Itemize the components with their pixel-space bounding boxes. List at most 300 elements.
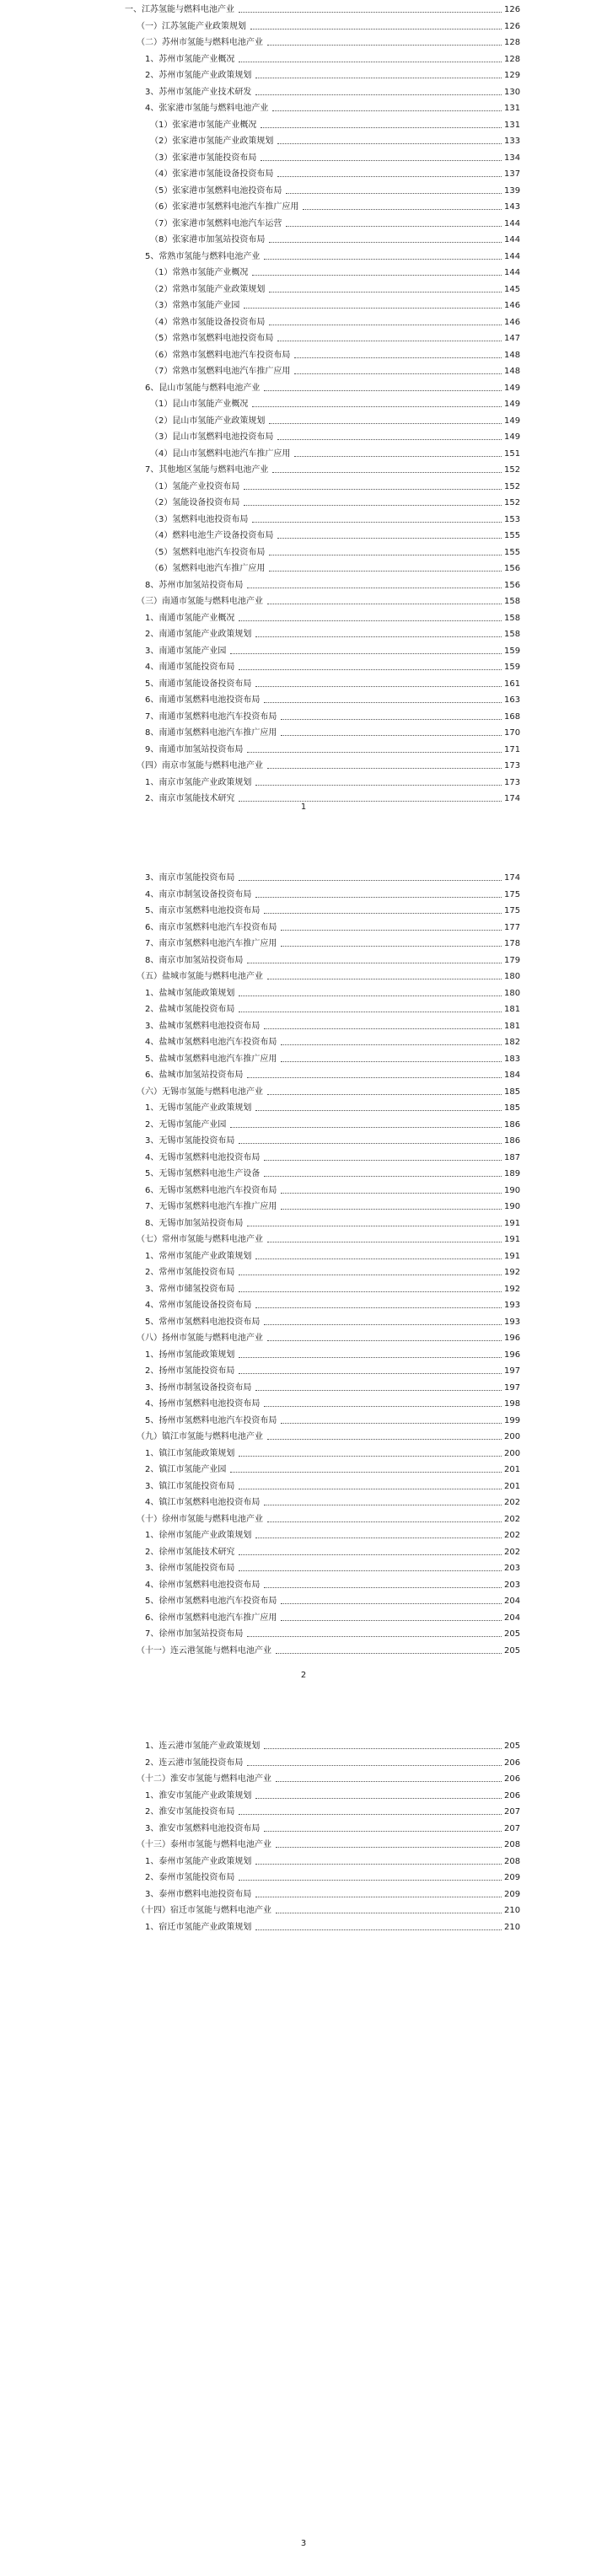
- toc-entry[interactable]: [145, 661, 519, 673]
- toc-entry[interactable]: [150, 562, 519, 574]
- dot-leader: [252, 522, 502, 523]
- toc-entry[interactable]: [150, 398, 519, 410]
- toc-entry-page: 129: [504, 71, 521, 80]
- toc-entry[interactable]: [145, 1036, 519, 1048]
- toc-entry-title: 6、南京市氢燃料电池汽车投资布局: [145, 922, 277, 932]
- toc-entry-title: （1）常熟市氢能产业概况: [150, 268, 249, 277]
- toc-entry-page: 186: [504, 1136, 521, 1146]
- toc-entry[interactable]: [150, 431, 519, 443]
- toc-entry[interactable]: [150, 283, 519, 295]
- toc-entry-page: 168: [504, 711, 521, 722]
- toc-entry-title: （8）张家港市加氢站投资布局: [150, 235, 266, 244]
- toc-entry[interactable]: [145, 904, 519, 916]
- dot-leader: [264, 390, 502, 391]
- toc-entry[interactable]: [145, 1790, 519, 1801]
- toc-entry[interactable]: [145, 1888, 519, 1900]
- toc-entry-page: 200: [504, 1448, 521, 1458]
- toc-entry-title: 6、无锡市氢燃料电池汽车投资布局: [145, 1185, 277, 1195]
- toc-entry-title: 1、宿迁市氢能产业政策规划: [145, 1922, 252, 1932]
- toc-entry[interactable]: [137, 970, 519, 982]
- dot-leader: [255, 1110, 502, 1111]
- toc-entry[interactable]: [145, 987, 519, 999]
- toc-entry[interactable]: [137, 1513, 519, 1525]
- toc-entry-page: 161: [504, 679, 521, 689]
- toc-entry-page: 149: [504, 400, 521, 409]
- toc-entry[interactable]: [145, 1921, 519, 1933]
- toc-entry[interactable]: [145, 1349, 519, 1360]
- toc-entry[interactable]: [145, 1382, 519, 1393]
- dot-leader: [264, 913, 502, 914]
- toc-entry[interactable]: [145, 1200, 519, 1212]
- toc-entry-page: 177: [504, 922, 521, 932]
- toc-entry-title: 一、江苏氢能与燃料电池产业: [125, 5, 234, 14]
- toc-entry[interactable]: [145, 1871, 519, 1883]
- toc-entry-title: （3）昆山市氢燃料电池投资布局: [150, 432, 274, 442]
- toc-entry-page: 203: [504, 1564, 521, 1573]
- dot-leader: [269, 571, 502, 572]
- toc-entry-page: 206: [504, 1758, 521, 1768]
- toc-entry-title: 3、镇江市氢能投资布局: [145, 1481, 235, 1491]
- toc-entry[interactable]: [145, 1447, 519, 1459]
- dot-leader: [294, 456, 502, 457]
- page-number: 2: [300, 1671, 307, 1680]
- dot-leader: [264, 702, 502, 703]
- toc-entry[interactable]: [145, 1855, 519, 1867]
- toc-entry[interactable]: [145, 1480, 519, 1492]
- toc-entry[interactable]: [145, 579, 519, 591]
- toc-entry-page: 181: [504, 1021, 521, 1031]
- dot-leader: [276, 1847, 502, 1848]
- toc-entry-title: 1、连云港市氢能产业政策规划: [145, 1741, 261, 1751]
- toc-entry-title: （1）张家港市氢能产业概况: [150, 120, 257, 130]
- dot-leader: [239, 1570, 502, 1571]
- toc-entry[interactable]: [145, 694, 519, 706]
- toc-entry-page: 159: [504, 646, 521, 656]
- toc-entry-title: （1）昆山市氢能产业概况: [150, 400, 249, 409]
- toc-entry[interactable]: [150, 152, 519, 164]
- toc-entry-title: （2）张家港市氢能产业政策规划: [150, 137, 274, 146]
- toc-entry[interactable]: [145, 1562, 519, 1574]
- dot-leader: [255, 897, 502, 898]
- dot-leader: [277, 538, 502, 539]
- toc-entry-page: 190: [504, 1185, 521, 1195]
- toc-entry-title: （3）氢燃料电池投资布局: [150, 514, 249, 524]
- toc-entry-title: 1、淮安市氢能产业政策规划: [145, 1790, 252, 1801]
- toc-entry-title: 8、无锡市加氢站投资布局: [145, 1218, 244, 1228]
- toc-entry[interactable]: [145, 1740, 519, 1752]
- toc-entry[interactable]: [137, 1904, 519, 1916]
- toc-entry[interactable]: [145, 937, 519, 949]
- dot-leader: [267, 1521, 502, 1522]
- toc-entry-page: 179: [504, 955, 521, 965]
- dot-leader: [294, 357, 502, 358]
- toc-entry-title: 5、无锡市氢燃料电池生产设备: [145, 1169, 261, 1178]
- dot-leader: [239, 1357, 502, 1358]
- dot-leader: [281, 735, 502, 736]
- toc-entry-page: 205: [504, 1645, 521, 1656]
- toc-entry-page: 202: [504, 1547, 521, 1557]
- toc-entry[interactable]: [145, 1806, 519, 1817]
- toc-entry-title: 9、南通市加氢站投资布局: [145, 744, 244, 754]
- toc-entry-title: 6、昆山市氢能与燃料电池产业: [145, 383, 261, 393]
- toc-entry-title: 2、无锡市氢能产业园: [145, 1119, 227, 1130]
- toc-entry-page: 184: [504, 1071, 521, 1080]
- toc-entry-title: 6、徐州市氢燃料电池汽车推广应用: [145, 1613, 277, 1623]
- toc-entry-page: 174: [504, 873, 521, 883]
- toc-entry[interactable]: [145, 888, 519, 900]
- toc-entry-title: （1）氢能产业投资布局: [150, 481, 240, 491]
- toc-entry[interactable]: [145, 1217, 519, 1229]
- toc-entry-page: 155: [504, 547, 521, 557]
- toc-entry-page: 126: [504, 5, 521, 14]
- toc-entry-page: 180: [504, 972, 521, 981]
- toc-entry[interactable]: [145, 1020, 519, 1032]
- toc-entry-page: 192: [504, 1284, 521, 1294]
- toc-entry[interactable]: [150, 185, 519, 196]
- toc-entry-page: 170: [504, 728, 521, 738]
- toc-entry[interactable]: [137, 1645, 519, 1656]
- toc-entry-title: （七）常州市氢能与燃料电池产业: [137, 1235, 263, 1244]
- toc-entry-page: 144: [504, 251, 521, 261]
- toc-entry-title: 1、南京市氢能产业政策规划: [145, 777, 252, 787]
- toc-entry-page: 156: [504, 580, 521, 590]
- toc-entry-title: （5）氢燃料电池汽车投资布局: [150, 547, 266, 557]
- toc-entry-page: 130: [504, 87, 521, 97]
- toc-entry[interactable]: [145, 1135, 519, 1146]
- toc-entry[interactable]: [145, 612, 519, 624]
- toc-entry-page: 152: [504, 465, 521, 475]
- toc-entry[interactable]: [150, 168, 519, 180]
- toc-entry-page: 197: [504, 1382, 521, 1393]
- dot-leader: [281, 1209, 502, 1210]
- dot-leader: [244, 505, 502, 506]
- toc-entry-title: 2、泰州市氢能投资布局: [145, 1873, 235, 1882]
- toc-entry-page: 133: [504, 137, 521, 146]
- toc-entry-page: 183: [504, 1054, 521, 1064]
- toc-entry[interactable]: [150, 349, 519, 361]
- toc-entry-page: 131: [504, 104, 521, 113]
- page-number: 1: [300, 802, 307, 812]
- toc-entry[interactable]: [150, 415, 519, 427]
- toc-entry[interactable]: [150, 217, 519, 229]
- toc-entry[interactable]: [145, 1184, 519, 1196]
- toc-entry-title: （六）无锡市氢能与燃料电池产业: [137, 1087, 263, 1097]
- toc-entry[interactable]: [145, 1299, 519, 1311]
- toc-entry[interactable]: [145, 1283, 519, 1295]
- toc-entry-page: 163: [504, 695, 521, 705]
- toc-entry-title: （3）常熟市氢能产业园: [150, 301, 240, 310]
- toc-entry-page: 207: [504, 1807, 521, 1817]
- dot-leader: [255, 1307, 502, 1308]
- toc-entry[interactable]: [145, 250, 519, 262]
- dot-leader: [239, 1554, 502, 1555]
- toc-entry-page: 187: [504, 1152, 521, 1162]
- toc-entry-page: 193: [504, 1317, 521, 1327]
- toc-entry-page: 196: [504, 1334, 521, 1343]
- toc-entry[interactable]: [145, 1266, 519, 1278]
- toc-entry-page: 203: [504, 1580, 521, 1590]
- toc-entry-title: 3、盐城市氢燃料电池投资布局: [145, 1021, 261, 1031]
- toc-entry[interactable]: [137, 1430, 519, 1442]
- toc-entry-title: 5、常熟市氢能与燃料电池产业: [145, 251, 261, 261]
- toc-entry[interactable]: [125, 3, 519, 15]
- toc-entry[interactable]: [145, 776, 519, 788]
- dot-leader: [247, 1077, 502, 1078]
- toc-entry[interactable]: [150, 529, 519, 541]
- dot-leader: [281, 930, 502, 931]
- dot-leader: [281, 946, 502, 947]
- toc-entry[interactable]: [150, 480, 519, 492]
- toc-entry-title: 7、徐州市加氢站投资布局: [145, 1629, 244, 1639]
- toc-entry[interactable]: [137, 1086, 519, 1097]
- toc-entry-title: （3）张家港市氢能投资布局: [150, 153, 257, 163]
- toc-entry-title: 5、盐城市氢燃料电池汽车推广应用: [145, 1054, 277, 1064]
- toc-entry-title: 5、南京市氢燃料电池投资布局: [145, 906, 261, 915]
- toc-entry[interactable]: [145, 382, 519, 394]
- toc-entry[interactable]: [145, 1003, 519, 1015]
- toc-entry-title: 2、淮安市氢能投资布局: [145, 1807, 235, 1817]
- toc-entry[interactable]: [145, 86, 519, 98]
- toc-entry[interactable]: [145, 628, 519, 640]
- toc-entry[interactable]: [145, 1102, 519, 1114]
- dot-leader: [277, 439, 502, 440]
- toc-entry-page: 200: [504, 1432, 521, 1441]
- dot-leader: [272, 110, 502, 111]
- toc-entry-title: 1、盐城市氢能政策规划: [145, 988, 235, 998]
- toc-entry-page: 202: [504, 1498, 521, 1507]
- toc-entry-title: （7）张家港市氢燃料电池汽车运营: [150, 218, 282, 228]
- toc-entry-title: 1、苏州市氢能产业概况: [145, 54, 235, 64]
- toc-entry-title: 3、常州市储氢投资布局: [145, 1284, 235, 1294]
- dot-leader: [255, 686, 502, 687]
- toc-entry[interactable]: [150, 299, 519, 311]
- toc-entry[interactable]: [145, 678, 519, 690]
- toc-entry-title: 1、南通市氢能产业概况: [145, 613, 235, 623]
- dot-leader: [281, 1423, 502, 1424]
- toc-entry-page: 178: [504, 939, 521, 948]
- toc-entry-page: 149: [504, 383, 521, 393]
- toc-entry[interactable]: [145, 1612, 519, 1623]
- toc-entry-title: （7）常熟市氢燃料电池汽车推广应用: [150, 367, 291, 376]
- toc-entry-title: （2）常熟市氢能产业政策规划: [150, 284, 266, 294]
- toc-entry[interactable]: [150, 119, 519, 131]
- toc-entry-page: 158: [504, 630, 521, 639]
- dot-leader: [267, 1439, 502, 1440]
- toc-entry[interactable]: [137, 595, 519, 607]
- toc-entry-page: 158: [504, 613, 521, 623]
- toc-entry-title: 5、南通市氢能设备投资布局: [145, 679, 252, 689]
- toc-entry-page: 210: [504, 1922, 521, 1932]
- toc-entry-title: 1、徐州市氢能产业政策规划: [145, 1531, 252, 1540]
- toc-entry[interactable]: [150, 332, 519, 344]
- toc-entry-title: （一）江苏氢能产业政策规划: [137, 21, 246, 31]
- toc-entry-title: （五）盐城市氢能与燃料电池产业: [137, 972, 263, 981]
- toc-entry[interactable]: [145, 53, 519, 65]
- toc-entry[interactable]: [137, 36, 519, 48]
- toc-entry-title: 4、无锡市氢燃料电池投资布局: [145, 1152, 261, 1162]
- dot-leader: [281, 1061, 502, 1062]
- dot-leader: [277, 176, 502, 177]
- toc-entry[interactable]: [150, 233, 519, 245]
- toc-entry[interactable]: [150, 135, 519, 147]
- toc-entry-title: （5）张家港市氢燃料电池投资布局: [150, 185, 282, 196]
- toc-entry-page: 126: [504, 21, 521, 31]
- toc-entry-title: 2、徐州市氢能技术研究: [145, 1547, 235, 1557]
- toc-entry[interactable]: [145, 1069, 519, 1081]
- dot-leader: [281, 1603, 502, 1604]
- toc-entry[interactable]: [150, 316, 519, 328]
- dot-leader: [261, 127, 502, 128]
- dot-leader: [264, 1160, 502, 1161]
- toc-entry-page: 197: [504, 1366, 521, 1376]
- toc-entry-title: 4、常州市氢能设备投资布局: [145, 1301, 252, 1310]
- toc-entry-title: （4）燃料电池生产设备投资布局: [150, 531, 274, 540]
- dot-leader: [255, 1929, 502, 1930]
- toc-entry-title: （十）徐州市氢能与燃料电池产业: [137, 1514, 263, 1524]
- toc-entry-page: 204: [504, 1597, 521, 1606]
- toc-entry-page: 201: [504, 1481, 521, 1491]
- toc-entry[interactable]: [145, 1529, 519, 1541]
- toc-entry-title: （2）氢能设备投资布局: [150, 498, 240, 507]
- toc-entry[interactable]: [145, 711, 519, 722]
- toc-entry-title: 4、徐州市氢燃料电池投资布局: [145, 1580, 261, 1590]
- toc-entry[interactable]: [137, 1838, 519, 1850]
- toc-entry-page: 144: [504, 218, 521, 228]
- toc-entry-title: 7、南京市氢燃料电池汽车推广应用: [145, 939, 277, 948]
- toc-entry[interactable]: [145, 1398, 519, 1409]
- toc-entry[interactable]: [137, 1233, 519, 1245]
- toc-entry-title: 5、徐州市氢燃料电池汽车投资布局: [145, 1597, 277, 1606]
- dot-leader: [239, 12, 502, 13]
- toc-entry[interactable]: [145, 1579, 519, 1591]
- toc-entry-page: 137: [504, 169, 521, 179]
- toc-entry[interactable]: [145, 1628, 519, 1640]
- toc-entry[interactable]: [145, 1167, 519, 1179]
- toc-entry-title: 4、南通市氢能投资布局: [145, 663, 235, 672]
- toc-entry-title: 3、无锡市氢能投资布局: [145, 1136, 235, 1146]
- toc-entry[interactable]: [150, 448, 519, 459]
- toc-entry-page: 128: [504, 38, 521, 47]
- toc-entry[interactable]: [150, 365, 519, 377]
- toc-entry[interactable]: [145, 645, 519, 657]
- dot-leader: [239, 1814, 502, 1815]
- dot-leader: [255, 1258, 502, 1259]
- toc-entry-title: 1、镇江市氢能政策规划: [145, 1448, 235, 1458]
- dot-leader: [276, 1653, 502, 1654]
- toc-entry-page: 139: [504, 185, 521, 196]
- toc-entry-title: 3、淮安市氢燃料电池投资布局: [145, 1823, 261, 1833]
- toc-entry-title: （十二）淮安市氢能与燃料电池产业: [137, 1774, 271, 1784]
- toc-entry[interactable]: [150, 496, 519, 508]
- toc-entry-title: （十一）连云港氢能与燃料电池产业: [137, 1645, 271, 1656]
- toc-entry[interactable]: [137, 20, 519, 32]
- toc-entry[interactable]: [145, 1414, 519, 1426]
- toc-entry[interactable]: [145, 1250, 519, 1262]
- toc-entry[interactable]: [145, 921, 519, 933]
- toc-entry-title: （4）昆山市氢燃料电池汽车推广应用: [150, 448, 291, 459]
- toc-entry[interactable]: [145, 727, 519, 738]
- dot-leader: [239, 801, 502, 802]
- toc-entry-page: 209: [504, 1873, 521, 1882]
- dot-leader: [264, 1587, 502, 1588]
- toc-entry[interactable]: [145, 954, 519, 966]
- toc-entry-title: 3、扬州市制氢设备投资布局: [145, 1382, 252, 1393]
- toc-entry-title: （6）氢燃料电池汽车推广应用: [150, 564, 266, 573]
- toc-entry-page: 202: [504, 1514, 521, 1524]
- toc-entry-page: 180: [504, 988, 521, 998]
- toc-entry-title: 3、南京市氢能投资布局: [145, 873, 235, 883]
- toc-entry[interactable]: [150, 513, 519, 525]
- toc-entry[interactable]: [150, 546, 519, 558]
- toc-entry-page: 201: [504, 1465, 521, 1474]
- dot-leader: [239, 620, 502, 621]
- toc-entry[interactable]: [145, 69, 519, 81]
- toc-entry[interactable]: [145, 1119, 519, 1130]
- toc-entry-page: 182: [504, 1038, 521, 1047]
- toc-entry-page: 175: [504, 889, 521, 899]
- toc-entry-title: 2、盐城市氢能投资布局: [145, 1005, 235, 1014]
- toc-entry-page: 145: [504, 284, 521, 294]
- toc-entry-title: 4、盐城市氢燃料电池汽车投资布局: [145, 1038, 277, 1047]
- toc-entry-title: （2）昆山市氢能产业政策规划: [150, 416, 266, 426]
- toc-entry[interactable]: [145, 1595, 519, 1607]
- toc-entry-page: 181: [504, 1005, 521, 1014]
- toc-entry-title: 3、徐州市氢能投资布局: [145, 1564, 235, 1573]
- toc-entry[interactable]: [145, 1053, 519, 1065]
- dot-leader: [267, 1340, 502, 1341]
- toc-entry[interactable]: [145, 102, 519, 114]
- toc-entry-page: 155: [504, 531, 521, 540]
- toc-entry[interactable]: [137, 1332, 519, 1344]
- dot-leader: [247, 752, 502, 753]
- toc-entry[interactable]: [150, 201, 519, 212]
- toc-entry[interactable]: [145, 1546, 519, 1558]
- dot-leader: [239, 669, 502, 670]
- toc-entry[interactable]: [145, 743, 519, 755]
- dot-leader: [272, 472, 502, 473]
- toc-entry-title: 6、盐城市加氢站投资布局: [145, 1071, 244, 1080]
- toc-entry-title: 8、南通市氢燃料电池汽车推广应用: [145, 728, 277, 738]
- toc-entry-page: 131: [504, 120, 521, 130]
- toc-entry-page: 206: [504, 1774, 521, 1784]
- toc-entry[interactable]: [145, 1151, 519, 1163]
- toc-entry-title: 4、扬州市氢燃料电池投资布局: [145, 1399, 261, 1409]
- toc-entry[interactable]: [145, 1463, 519, 1475]
- toc-entry-page: 128: [504, 54, 521, 64]
- dot-leader: [239, 1880, 502, 1881]
- dot-leader: [255, 94, 502, 95]
- toc-entry-title: 1、扬州市氢能政策规划: [145, 1350, 235, 1360]
- toc-entry-page: 144: [504, 235, 521, 244]
- toc-entry[interactable]: [145, 872, 519, 883]
- toc-entry-title: 2、镇江市氢能产业园: [145, 1465, 227, 1474]
- toc-entry[interactable]: [145, 1316, 519, 1328]
- dot-leader: [252, 406, 502, 407]
- toc-entry-page: 171: [504, 744, 521, 754]
- toc-entry[interactable]: [137, 759, 519, 771]
- toc-entry-page: 206: [504, 1790, 521, 1801]
- toc-entry[interactable]: [145, 1757, 519, 1768]
- toc-entry[interactable]: [145, 1496, 519, 1508]
- toc-entry-page: 146: [504, 317, 521, 327]
- toc-entry[interactable]: [145, 1822, 519, 1834]
- dot-leader: [239, 1373, 502, 1374]
- toc-entry[interactable]: [150, 266, 519, 278]
- toc-entry[interactable]: [137, 1773, 519, 1784]
- toc-entry[interactable]: [145, 1365, 519, 1377]
- toc-entry-title: （三）南通市氢能与燃料电池产业: [137, 597, 263, 606]
- toc-entry[interactable]: [145, 464, 519, 475]
